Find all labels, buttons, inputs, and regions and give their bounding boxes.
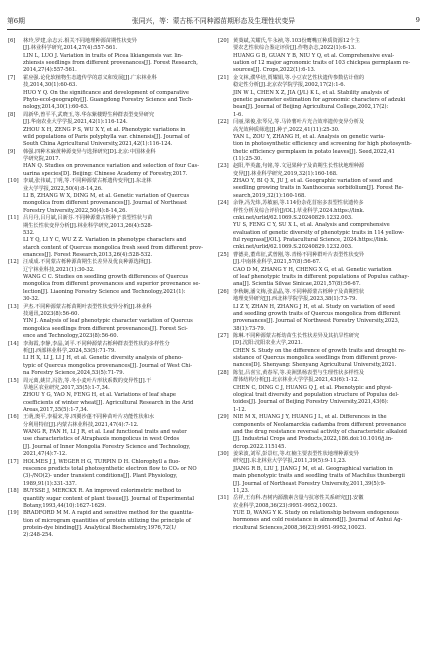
reference-text bbox=[233, 163, 415, 200]
reference-line: seedling growing traits in Xanthoceras sorbifolium[J]. Forest Re- bbox=[233, 185, 404, 192]
reference-line: BRADFORD M M. A rapid and sensitive method for the quantita- bbox=[23, 510, 194, 517]
reference-line: genetic parameter estimation for agronomic characters of adzuki bbox=[233, 96, 406, 103]
reference-line: ZHOU X H, ZENG P S, WU X Y, et al. Phenotypic variations in bbox=[23, 126, 186, 133]
reference-line: BUYSSE J, MERCKX R. An improved colorimetric method to bbox=[23, 488, 182, 495]
reference-line: uation of 12 major agronomic traits of 103 chickpea germplasm re- bbox=[233, 60, 411, 67]
reference-line: CHEN C, DING C J, HUANG Q J, et al. Phenotypic and physi- bbox=[233, 384, 393, 391]
reference-line: 要农艺性状综合鉴定评价[J].作物杂志,2022(1):6-13. bbox=[233, 45, 356, 52]
reference-line: mongolica from different provenances[J]. Journal of Northeast bbox=[23, 200, 187, 207]
reference-number: [23] bbox=[218, 163, 229, 170]
reference-number: [8] bbox=[8, 111, 16, 118]
reference-text bbox=[23, 112, 205, 149]
reference-line: 2014,27(4):557-561. bbox=[23, 67, 77, 74]
reference-line: Forestry University,2022,50(4):8-14,26. bbox=[23, 207, 128, 214]
reference-line: components of Neolamarckia cadamba from different provenance bbox=[233, 421, 407, 428]
reference-line: use characteristics of Atraphaxis mongolicus in west Ordos bbox=[23, 436, 180, 443]
reference-line: ana[J]. Scientia Silvae Sinicae,2021,57(8):56-67. bbox=[233, 281, 361, 288]
reference-line: 闫丽,梁俊,张琴兄,等.马铃薯叶片光合效率遗传变异分析及 bbox=[233, 119, 365, 126]
reference-line: na Forestry Science,2024,53(5):71-79. bbox=[23, 369, 125, 376]
reference-number: [24] bbox=[218, 200, 229, 207]
reference-line: provenances[J]. Journal of Northwest Forestry University,2023, bbox=[233, 318, 400, 325]
reference-line: ful ryegrass[J/OL]. Pratacultural Science, 2024.https://link. bbox=[233, 237, 389, 244]
reference-line: 稳定性分析[J].北京农学院学报,2002,17(2):1-6. bbox=[233, 82, 346, 89]
reference-line: 期生长性状变异分析[J].林业科学研究,2013,26(4):528- bbox=[23, 222, 153, 229]
reference-text bbox=[23, 259, 205, 303]
reference-text bbox=[23, 341, 205, 378]
reference-text bbox=[23, 459, 205, 488]
reference-line: 赵阳,毕英鑫,句铭,等.文冠果种子及苗期生长性状地理种源 bbox=[233, 163, 365, 170]
reference-number: [16] bbox=[8, 414, 19, 421]
reference-line: sources[J]. Crops,2022(1):6-13. bbox=[233, 67, 316, 74]
reference-line: and the drug resistance reversal activity of characteristic alkaloid bbox=[233, 428, 407, 435]
reference-line: CHEN S. Study on the difference of growth traits and drought re- bbox=[233, 347, 406, 354]
reference-line: ZHAO Y, BI Q X, JU J, et al. Geographic variation of seed and bbox=[233, 178, 393, 185]
reference-number: [19] bbox=[8, 510, 19, 517]
reference-number: [9] bbox=[8, 148, 16, 155]
reference-line: enances[J]. Forest Research,2013,26(4):528-532. bbox=[23, 251, 153, 258]
references-left-column bbox=[8, 38, 205, 540]
reference-line: 变异[J].林业科学研究,2019,32(1):160-168. bbox=[233, 170, 338, 177]
reference-line: 样性分析及综合评价[J/OL].草业科学,2024.https://link. bbox=[233, 207, 365, 214]
reference-line: WANG R, FAN H, LI J R, et al. Leaf functional traits and water bbox=[23, 429, 187, 436]
reference-line: 旱地区农业研究,2017,35(5):1-7,34. bbox=[23, 384, 110, 391]
reference-line: YAN L, ZOU Y, ZHANG H, et al. Analysis on genetic varia- bbox=[233, 133, 386, 140]
reference-number: [26] bbox=[218, 288, 229, 295]
reference-line: ricultural Sciences,2008,36(23):9951-9952,10023. bbox=[233, 524, 366, 531]
running-title: 张同兴，等：蒙古栎不同种源苗期形态及生理性状变异 bbox=[131, 17, 296, 25]
reference-line: YUE D, WANG Y K. Study on relationship between endogenous bbox=[233, 510, 399, 517]
reference-line: 余铮,冯先炜,苏敏丽,等.114份杂花苜宿多表型性状遗传多 bbox=[233, 200, 364, 207]
reference-line: 吕月丹,吕月斌,吕新芬.不同种源蒙古栎种子表型性状与苗 bbox=[23, 215, 153, 222]
reference-line: 曹德美,董茸征,武曾刚,等.青杨不同种群叶片表型性状变异 bbox=[233, 251, 365, 258]
reference-line: mongolica seedlings from different provenances[J]. Forest Sci- bbox=[23, 325, 188, 332]
reference-entry bbox=[218, 200, 415, 251]
reference-line: 技通讯,2023(8):56-60. bbox=[23, 311, 80, 318]
reference-line: ological trait diversity and population structure of Populus del- bbox=[233, 392, 399, 398]
reference-line: 532. bbox=[23, 229, 35, 236]
reference-line: wild populations of Paris polyphylla var. chinensis[J]. Journal of bbox=[23, 133, 190, 140]
reference-line: 地理变异研究[J].西北林学院学报,2023,38(1):73-79. bbox=[233, 296, 358, 303]
reference-line: CAO D M, ZHANG Y H, CHENG X G, et al. Genetic variation bbox=[233, 266, 392, 273]
reference-line: hormones and cold resistance in almond[J]. Journal of Anhui Ag- bbox=[233, 517, 403, 524]
reference-line: sistance of Quercus mongolica seedlings from different prove- bbox=[233, 355, 397, 362]
reference-entry bbox=[218, 495, 415, 532]
reference-text bbox=[233, 289, 415, 333]
reference-text bbox=[233, 333, 415, 370]
reference-number: [7] bbox=[8, 74, 16, 81]
reference-entry bbox=[8, 149, 205, 178]
reference-text bbox=[23, 378, 205, 415]
reference-number: [21] bbox=[218, 74, 229, 81]
reference-line: 李斌,张伟斌,丁明,等.不同种源蒙古栎遗传变异[J].东北林 bbox=[23, 178, 152, 185]
reference-number: [31] bbox=[218, 495, 229, 502]
reference-text bbox=[233, 370, 415, 414]
reference-line: (11):25-30. bbox=[233, 155, 262, 162]
reference-number: [30] bbox=[218, 451, 229, 458]
reference-line: nology,2014,30(1):60-63. bbox=[23, 104, 89, 111]
reference-line: 李秋娴,潘文梅,张晶晶,等.不同种源蒙古栎种子及苗期性状 bbox=[233, 288, 365, 295]
reference-text bbox=[233, 495, 415, 532]
reference-line: [J].中南林业科学,2021,57(8):56-67. bbox=[233, 259, 321, 266]
reference-entry bbox=[218, 38, 415, 75]
reference-entry bbox=[218, 252, 415, 289]
reference-text bbox=[23, 215, 205, 259]
reference-entry bbox=[8, 112, 205, 149]
reference-line: 尹杰.不同种源蒙古栎苗期叶表型性状变异分析[J].林业科 bbox=[23, 303, 152, 310]
reference-line: [D].沈阳:沈阳农业大学,2021. bbox=[233, 340, 303, 347]
reference-line: NIE M X, HUANG J Y, HUANG J L, et al. Differences in the bbox=[233, 414, 387, 421]
reference-line: 陈玺,吕喜宝,黄春军,等.美洲黑杨表型与生理性状多样性及 bbox=[233, 369, 365, 376]
reference-line: HUO Y Q. On the significance and development of comparative bbox=[23, 89, 189, 96]
reference-line: [J]. Industrial Crops and Products,2022,186.doi:10.1016/j.in- bbox=[233, 436, 393, 443]
reference-line: search,2019,32(1):160-168. bbox=[233, 192, 306, 199]
reference-line: [J]. Journal of Northeast Forestry University,2011,39(5):9- bbox=[233, 480, 386, 487]
reference-line: typic of Quercus mongolica provenances[J]. Journal of West Chi- bbox=[23, 362, 193, 369]
reference-entry bbox=[218, 119, 415, 163]
reference-line: 农业科学,2008,36(23):9951-9952,10023. bbox=[233, 502, 338, 509]
reference-line: ence and Technology,2023(8):56-60. bbox=[23, 333, 119, 340]
reference-entry bbox=[8, 378, 205, 415]
reference-line: YIN J. Analysis of leaf phenotypic character variation of Quercus bbox=[23, 318, 193, 325]
reference-line: Phyto-ecol-geography[J]. Guangdong Forestry Science and Tech- bbox=[23, 96, 194, 103]
reference-entry bbox=[8, 178, 205, 215]
reference-line: LIN L, LUO J. Variation in traits of Picea likiangensis var. lin- bbox=[23, 52, 183, 59]
reference-text bbox=[233, 75, 415, 119]
reference-line: and seedling growth traits of Quercus mongolica from different bbox=[233, 310, 401, 317]
reference-text bbox=[233, 451, 415, 495]
reference-text bbox=[233, 38, 415, 75]
reference-entry bbox=[218, 333, 415, 370]
reference-line: 周新华,曾平平,武晓玉,等.华东紫楼野生种群表型变异研究 bbox=[23, 111, 155, 118]
reference-line: 分利用特征[J].内蒙古林业科技,2021,47(4):7-12. bbox=[23, 421, 139, 428]
reference-line: 1989,91(1):331-337. bbox=[23, 480, 77, 487]
reference-line: 辽宁林业科技,2021(1):30-32. bbox=[23, 266, 95, 273]
reference-line: ZHOU Y G, YAO N, FENG H, et al. Variations of leaf shape bbox=[23, 392, 176, 399]
reference-entry bbox=[8, 304, 205, 341]
reference-line: main phenotypic traits and seedling traits of Machilus thunbergii bbox=[233, 473, 405, 480]
reference-line: HOLMES J J, WEGER H G, TURPIN D H. Chlorophyll a fluo- bbox=[23, 458, 181, 465]
reference-line: [J]. Journal of Inner Mongolia Forestry Science and Technology, bbox=[23, 443, 191, 450]
reference-number: [28] bbox=[218, 369, 229, 376]
reference-text bbox=[23, 304, 205, 341]
reference-line: 李海霞,李静,李晶,刘平.不同种源蒙古栎种群表型性状的多样性分 bbox=[23, 340, 170, 347]
reference-line: HUANG G B, GUAN Y B, NIU Y Q, et al. Comprehensive eval- bbox=[233, 52, 395, 59]
reference-text bbox=[23, 178, 205, 215]
reference-entry bbox=[218, 289, 415, 333]
reference-line: 岳祥,王有科.杏树内源激素含量与抗寒性关系研究[J].安徽 bbox=[233, 495, 364, 502]
reference-line: 学研究院,2017. bbox=[23, 156, 61, 163]
reference-line: Areas,2017,35(5):1-7,34. bbox=[23, 406, 89, 413]
reference-line: of leaf phenotypic traits in different populations of Populus cathay- bbox=[233, 273, 410, 280]
reference-line: 王萌,奥平,李福宋,等.四翼沙蓬不同种苗叶片功能性状和水 bbox=[23, 414, 155, 421]
reference-line: quantify sugar content of plant tissue[J]. Journal of Experimental bbox=[23, 495, 195, 502]
reference-line: uarina species[D]. Beijing: Chinese Academy of Forestry,2017. bbox=[23, 170, 188, 177]
reference-line: coefficients of winter wheat[J]. Agricultural Research in the Arid bbox=[23, 399, 194, 406]
reference-line: 群体结构分析[J].北京林业大学学报,2021,43(6):1-12. bbox=[233, 377, 359, 384]
reference-number: [17] bbox=[8, 458, 19, 465]
reference-text bbox=[23, 149, 205, 178]
reference-line: [J].林业科学研究,2014,27(4):557-561. bbox=[23, 45, 118, 52]
reference-line: 霍应强.论化软植物生态遗传学的意义和发展[J].广东林业科 bbox=[23, 74, 157, 81]
reference-line: cnki.net/urlid/62.1069.S.20240829.1232.003. bbox=[233, 244, 353, 251]
reference-line: 析[J].西部林业科学,2024,53(5):71-79. bbox=[23, 347, 116, 354]
reference-line: [J].华南农业大学学报,2021,42(1):116-124. bbox=[23, 119, 128, 126]
reference-number: [18] bbox=[8, 488, 19, 495]
reference-number: [20] bbox=[218, 38, 229, 44]
reference-line: 高光效种质筛选[J].种子,2022,41(11):25-30. bbox=[233, 126, 340, 133]
reference-line: starch content of Quercus mongolica fresh seed from different prov- bbox=[23, 244, 203, 251]
reference-text bbox=[23, 510, 205, 539]
reference-line: zhiensis seedlings from different provenances[J]. Forest Research, bbox=[23, 60, 198, 67]
reference-line: 1-6. bbox=[233, 111, 244, 118]
reference-number: [10] bbox=[8, 178, 19, 185]
reference-text bbox=[23, 75, 205, 112]
reference-entry bbox=[8, 488, 205, 510]
reference-line: 2):248-254. bbox=[23, 532, 54, 539]
reference-entry bbox=[8, 215, 205, 259]
reference-entry bbox=[8, 75, 205, 112]
reference-entry bbox=[8, 510, 205, 539]
reference-line: dcrop.2022.115145. bbox=[233, 443, 287, 450]
reference-line: 汪成成.不同蒙古栎种源苗期生长差异及优良种源选择[J]. bbox=[23, 259, 152, 266]
reference-line: evaluation of genetic diversity of phenotypic traits in 114 yellow- bbox=[233, 229, 405, 236]
reference-line: 技,2014,30(1):60-63. bbox=[23, 82, 77, 89]
reference-line: 2021,47(4):7-12. bbox=[23, 451, 67, 458]
reference-entry bbox=[218, 75, 415, 119]
reference-line: LI B, ZHANG W X, DING M, et al. Genetic variation of Quercus bbox=[23, 192, 190, 199]
header-rule bbox=[7, 29, 420, 30]
reference-line: 韩强.四种木麻黄种源变异与选择研究[D].北京:中国林业科 bbox=[23, 148, 156, 155]
reference-line: thetic efficiency germplasm in potato leaves[J]. Seed,2022,41 bbox=[233, 148, 395, 155]
reference-line: 业大学学报,2022,50(4):8-14,26. bbox=[23, 185, 103, 192]
reference-number: [6] bbox=[8, 38, 16, 44]
reference-line: JIANG R B, LIU J, JIANG J M, et al. Geographical variation in bbox=[233, 465, 393, 472]
reference-entry bbox=[218, 451, 415, 495]
reference-entry bbox=[8, 414, 205, 458]
reference-text bbox=[233, 252, 415, 289]
reference-line: JIN W L, CHEN X Z, JIA (J/L) K L, et al. Stability analysis of bbox=[233, 89, 389, 96]
reference-line: 林玲,罗建,余志云.相关不同地理种源苗期性状变异 bbox=[23, 38, 137, 44]
reference-line: 陈琳.不同种源蒙古栎幼苗生长性状差异及其抗旱性研究 bbox=[233, 333, 360, 340]
reference-line: 30-32. bbox=[23, 296, 40, 303]
reference-number: [27] bbox=[218, 333, 229, 340]
reference-entry bbox=[218, 163, 415, 200]
reference-entry bbox=[218, 414, 415, 451]
reference-entry bbox=[8, 38, 205, 75]
reference-number: [22] bbox=[218, 119, 229, 126]
reference-line: 黄葵斌,关耀氏,牛永祯,等.103份鹰嘴豆种质资源12个主 bbox=[233, 38, 360, 44]
reference-number: [11] bbox=[8, 215, 19, 222]
page-number: 9 bbox=[415, 16, 420, 24]
reference-line: tion of microgram quantities of protein utilizing the principle of bbox=[23, 517, 191, 524]
reference-text bbox=[233, 119, 415, 163]
reference-number: [25] bbox=[218, 251, 229, 258]
reference-line: 姜荣波,刘军,彭景红,等.红楠主要表型性状地理种源变异 bbox=[233, 451, 359, 458]
reference-number: [14] bbox=[8, 340, 19, 347]
reference-line: 金文林,濮华培,贾耀娟,等.小豆农艺性状遗传参数估计值的 bbox=[233, 74, 365, 81]
reference-line: Botany,1993,44(10):1627-1629. bbox=[23, 502, 106, 509]
running-header bbox=[7, 13, 420, 27]
reference-line: South China Agricultural University,2021,42(1):116-124. bbox=[23, 141, 173, 148]
reference-number: [13] bbox=[8, 303, 19, 310]
reference-text bbox=[23, 414, 205, 458]
reference-line: (3)-/NO(2)- under transient conditions[J]. Plant Physiology, bbox=[23, 473, 178, 480]
reference-line: protein-dye binding[J]. Analytical Biochemistry,1976,72(1/ bbox=[23, 525, 177, 532]
reference-entry bbox=[218, 370, 415, 414]
reference-line: toides[J]. Journal of Beijing Forestry University,2021,43(6): bbox=[233, 399, 389, 406]
reference-line: cnki.net/urlid/62.1069.S.20240829.1232.003. bbox=[233, 215, 353, 221]
reference-text bbox=[23, 488, 205, 510]
reference-line: rescence predicts total photosynthetic electron flow to CO₂ or NO bbox=[23, 466, 197, 472]
reference-entry bbox=[8, 341, 205, 378]
reference-number: [29] bbox=[218, 414, 229, 421]
reference-line: 38(1):73-79. bbox=[233, 325, 266, 332]
reference-line: bean[J]. Journal of Beijing Agricultural College,2002,17(2): bbox=[233, 104, 389, 111]
reference-line: LI Y Q, LI Y C, WU Z Z. Variation in phenotype characters and bbox=[23, 237, 187, 244]
reference-number: [12] bbox=[8, 259, 19, 266]
reference-line: lection[J]. Liaoning Forestry Science and Technology,2021(1): bbox=[23, 288, 186, 295]
reference-line: LI H X, LI J, LI J H, et al. Genetic diversity analysis of pheno- bbox=[23, 355, 183, 362]
reference-line: mongolica from different provenances and superior provenance se- bbox=[23, 281, 201, 288]
reference-line: nances[D]. Shenyang: Shenyang Agricultural University,2021. bbox=[233, 362, 397, 369]
reference-line: WANG C C. Studies on seedling growth differences of Quercus bbox=[23, 274, 189, 281]
references-right-column bbox=[218, 38, 415, 532]
reference-number: [15] bbox=[8, 377, 19, 384]
reference-entry bbox=[8, 259, 205, 303]
reference-line: YU S, FENG C Y, SU X L, et al. Analysis and comprehensive bbox=[233, 222, 390, 229]
reference-line: 1-12. bbox=[233, 406, 247, 413]
reference-line: 11,23. bbox=[233, 487, 250, 494]
issue-label: 第6期 bbox=[7, 17, 25, 25]
reference-line: 周元离,姚甘,冯浩,等.冬小麦叶片形状系数的变异性[J].干 bbox=[23, 377, 152, 384]
reference-line: LI Z Y, ZHAN H, ZHANG J H, et al. Study on variation of seed bbox=[233, 303, 395, 310]
reference-line: HAN Q. Studies on provenance variation and selection of four Cas- bbox=[23, 163, 199, 170]
reference-text bbox=[233, 200, 415, 251]
reference-text bbox=[23, 38, 205, 75]
reference-line: tion in photosynthetic efficiency and screening for high photosynth- bbox=[233, 141, 412, 148]
reference-entry bbox=[8, 459, 205, 488]
reference-line: 研究[J].东北林业大学学报,2011,39(5):9-11,23. bbox=[233, 458, 347, 465]
reference-text bbox=[233, 414, 415, 451]
